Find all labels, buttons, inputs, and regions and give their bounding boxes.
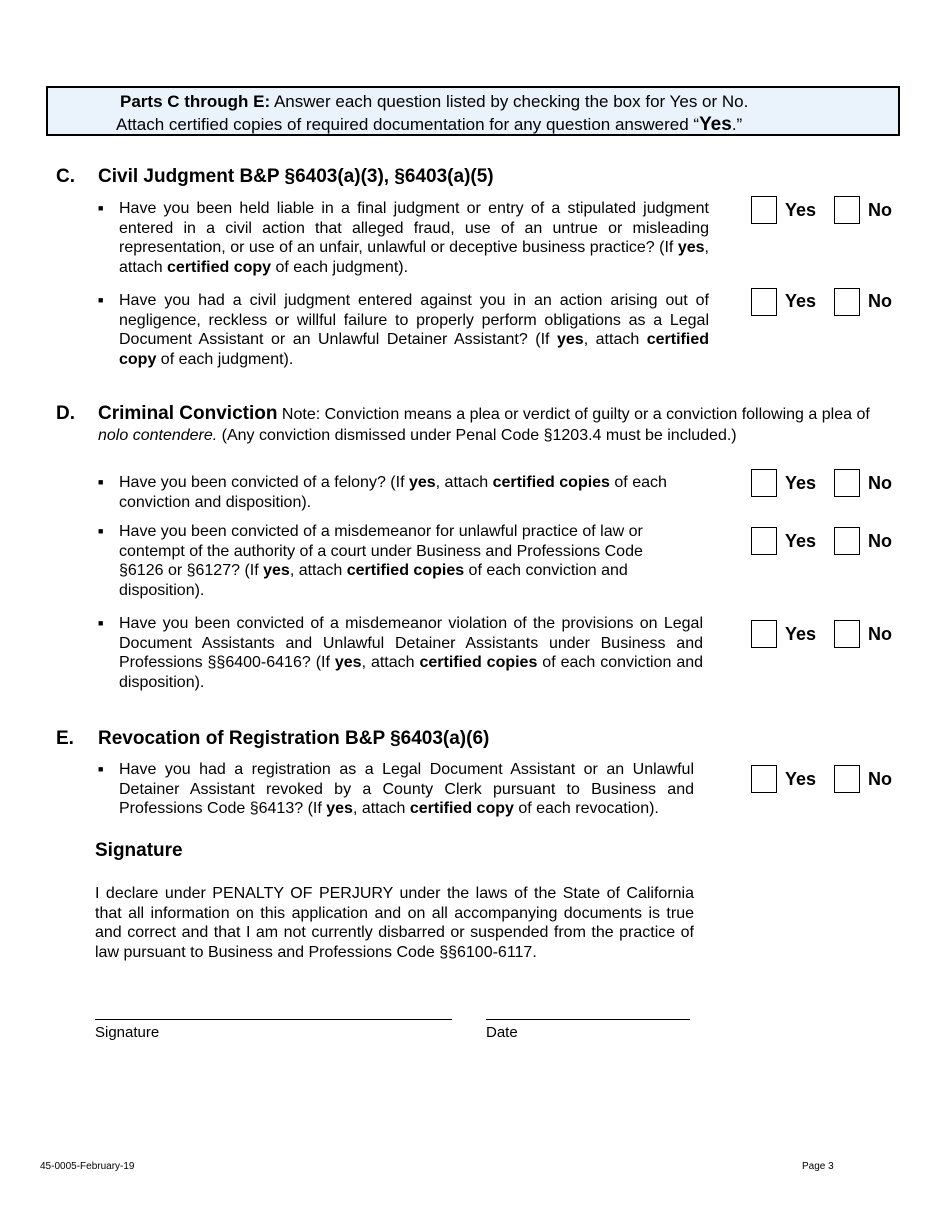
signature-line-label: Signature xyxy=(95,1024,160,1041)
perjury-declaration: I declare under PENALTY OF PERJURY under the laws of the State of California that all information on this application and on all accompanying documents is true and correct and that I am not currently disbarred or suspended from the practice of law pursuant to Business and Professions Code §§6100-6117. xyxy=(95,885,694,961)
bullet: ■ xyxy=(98,203,104,213)
c2-yes-label: Yes xyxy=(785,291,817,311)
d1-yes-checkbox[interactable] xyxy=(751,469,777,497)
bullet: ■ xyxy=(98,295,104,305)
signature-heading: Signature xyxy=(95,840,183,861)
banner-line-2: Attach certified copies of required documentation for any question answered “Yes.” xyxy=(116,114,743,135)
date-line[interactable] xyxy=(486,1019,690,1020)
question-e1: Have you had a registration as a Legal Document Assistant or an Unlawful Detainer Assistant revoked by a County Clerk pursuant to Business and Professions Code §6413? (If yes, attach certified copy of each revocation). xyxy=(119,761,694,818)
c2-yes-checkbox[interactable] xyxy=(751,288,777,316)
d3-yes-label: Yes xyxy=(785,624,817,644)
d2-yes-checkbox[interactable] xyxy=(751,527,777,555)
bullet: ■ xyxy=(98,618,104,628)
question-d2: Have you been convicted of a misdemeanor for unlawful practice of law or contempt of the authority of a court under Business and Professions Code §6126 or §6127? (If yes, attach certified copies of each conviction and disposition). xyxy=(119,523,643,599)
banner-line-1: Parts C through E: Answer each question listed by checking the box for Yes or No. xyxy=(120,92,749,111)
c2-no-label: No xyxy=(868,291,892,311)
section-e-letter: E. xyxy=(56,728,74,749)
d1-no-checkbox[interactable] xyxy=(834,469,860,497)
section-e-title: Revocation of Registration B&P §6403(a)(6) xyxy=(98,728,490,749)
section-c-letter: C. xyxy=(56,166,75,187)
d2-no-label: No xyxy=(868,531,892,551)
instructions-banner xyxy=(46,86,900,136)
d1-no-label: No xyxy=(868,473,892,493)
d3-no-label: No xyxy=(868,624,892,644)
c1-yes-checkbox[interactable] xyxy=(751,196,777,224)
section-d-letter: D. xyxy=(56,403,75,424)
d1-yes-label: Yes xyxy=(785,473,817,493)
e1-yes-label: Yes xyxy=(785,769,817,789)
d3-no-checkbox[interactable] xyxy=(834,620,860,648)
e1-yes-checkbox[interactable] xyxy=(751,765,777,793)
section-d-title: Criminal Conviction xyxy=(98,403,278,424)
question-d1: Have you been convicted of a felony? (If yes, attach certified copies of each conviction and disposition). xyxy=(119,474,667,511)
d2-yes-label: Yes xyxy=(785,531,817,551)
section-d-heading: Criminal Conviction Note: Conviction means a plea or verdict of guilty or a conviction following a plea of nolo contendere. (Any conviction dismissed under Penal Code §1203.4 must be included.) xyxy=(98,403,870,444)
c2-no-checkbox[interactable] xyxy=(834,288,860,316)
c1-no-checkbox[interactable] xyxy=(834,196,860,224)
section-c-title: Civil Judgment B&P §6403(a)(3), §6403(a)(5) xyxy=(98,166,494,187)
bullet: ■ xyxy=(98,526,104,536)
form-id: 45-0005-February-19 xyxy=(40,1161,135,1172)
question-c1: Have you been held liable in a final judgment or entry of a stipulated judgment entered in a civil action that alleged fraud, use of an untrue or misleading representation, or use of an unfair, unlawful or deceptive business practice? (If yes, attach certified copy of each judgment). xyxy=(119,200,709,276)
c1-yes-label: Yes xyxy=(785,200,817,220)
date-line-label: Date xyxy=(486,1024,518,1041)
question-c2: Have you had a civil judgment entered against you in an action arising out of negligence, reckless or willful failure to properly perform obligations as a Legal Document Assistant or an Unlawful Detainer Assistant? (If yes, attach certified copy of each judgment). xyxy=(119,292,709,368)
d3-yes-checkbox[interactable] xyxy=(751,620,777,648)
e1-no-label: No xyxy=(868,769,892,789)
page-number: Page 3 xyxy=(802,1161,834,1172)
d2-no-checkbox[interactable] xyxy=(834,527,860,555)
bullet: ■ xyxy=(98,764,104,774)
signature-line[interactable] xyxy=(95,1019,452,1020)
e1-no-checkbox[interactable] xyxy=(834,765,860,793)
question-d3: Have you been convicted of a misdemeanor violation of the provisions on Legal Document Assistants and Unlawful Detainer Assistants under Business and Professions §§6400-6416? (If yes, attach certified copies of each conviction and disposition). xyxy=(119,615,704,691)
bullet: ■ xyxy=(98,477,104,487)
c1-no-label: No xyxy=(868,200,892,220)
